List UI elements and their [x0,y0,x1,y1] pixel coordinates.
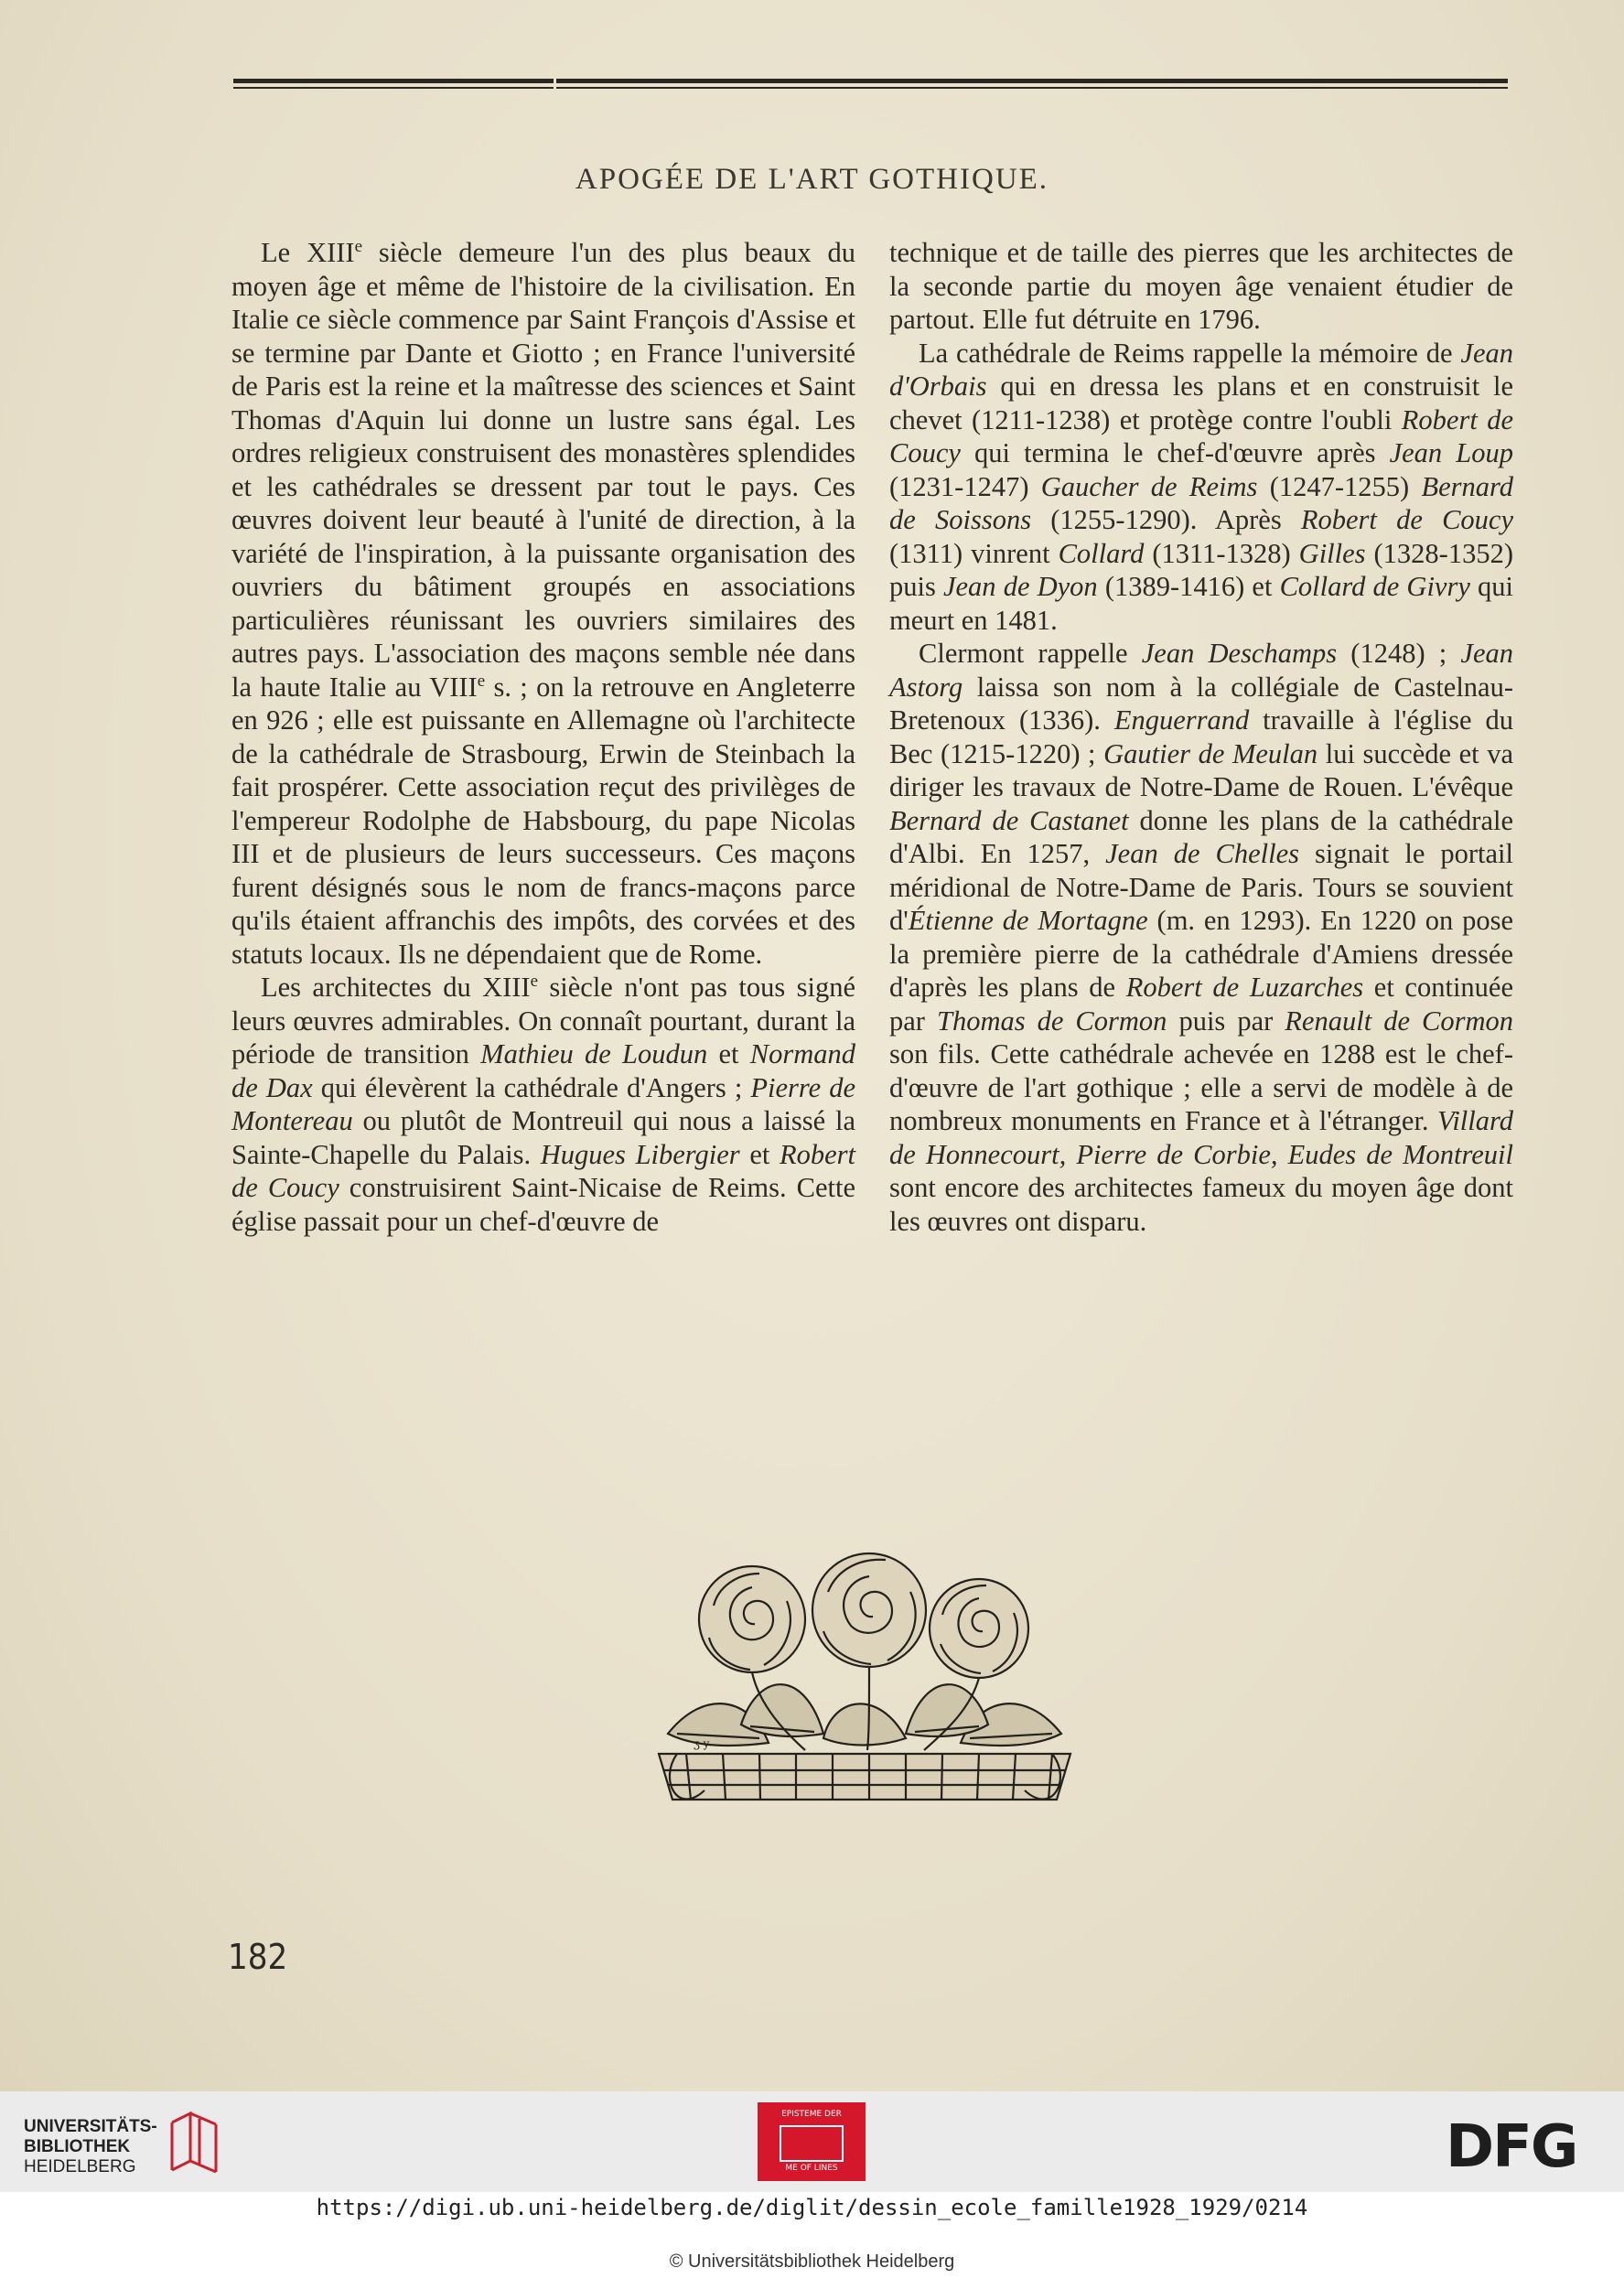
dfg-logo[interactable]: DFG [1446,2113,1577,2181]
library-line-3: HEIDELBERG [24,2157,136,2176]
library-name [24,2117,157,2177]
episteme-logo[interactable] [758,2102,866,2181]
episteme-logo-top-text: EPISTEME DER [781,2110,842,2119]
ub-heidelberg-logo[interactable] [24,2104,234,2177]
episteme-logo-image-icon [780,2125,844,2162]
copyright-notice: © Universitätsbibliothek Heidelberg [669,2251,955,2272]
paragraph: Le XIIIe siècle demeure l'un des plus beaux du moyen âge et même de l'histoire de la civilisation. En Italie ce siècle commence par Saint François d'Assise et se termine par Dante et Giotto ; en France l'université de Paris est la reine et la maîtresse des sciences et Saint Thomas d'Aquin lui donne un lustre sans égal. Les ordres religieux construisent des monastères splendides et les cathédrales se dressent par tout le pays. Ces œuvres doivent leur beauté à l'unité de direction, à la variété de l'inspiration, à la puissante organisation des ouvriers du bâtiment groupés en associations particulières réunissant les ouvriers similaires des autres pays. L'association des maçons semble née dans la haute Italie au VIIIe s. ; on la retrouve en Angleterre en 926 ; elle est puissante en Allemagne où l'architecte de la cathédrale de Strasbourg, Erwin de Steinbach la fait prospérer. Cette association reçut des privilèges de l'empereur Rodolphe de Habsbourg, du pape Nicolas III et de plusieurs de leurs successeurs. Ces maçons furent désignés sous le nom de francs-maçons parce qu'ils étaient affranchis des impôts, des corvées et des statuts locaux. Ils ne dépendaient que de Rome. [231,237,855,970]
ub-heidelberg-logo-mark-icon [163,2104,223,2177]
paragraph: La cathédrale de Reims rappelle la mémoire de Jean d'Orbais qui en dressa les plans et en construisit le chevet (1211-1238) et protège contre l'oubli Robert de Coucy qui termina le chef-d'œuvre après Jean Loup (1231-1247) Gaucher de Reims (1247-1255) Bernard de Soissons (1255-1290). Après Robert de Coucy (1311) vinrent Collard (1311-1328) Gilles (1328-1352) puis Jean de Dyon (1389-1416) et Collard de Givry qui meurt en 1481. [889,337,1514,636]
permalink-url[interactable]: https://digi.ub.uni-heidelberg.de/diglit/dessin_ecole_famille1928_1929/0214 [316,2195,1308,2220]
rose-basket-ornament-icon [650,1551,1080,1843]
page-number: 182 [228,1937,288,1977]
text-column-right [889,236,1513,1238]
library-line-1: UNIVERSITÄTS- [24,2117,157,2136]
paragraph: technique et de taille des pierres que les architectes de la seconde partie du moyen âge venaient étudier de partout. Elle fut détruite en 1796. [889,237,1513,335]
svg-text:ʒ·y: ʒ·y [694,1737,710,1750]
episteme-logo-bottom-text: ME OF LINES [785,2164,838,2173]
library-line-2: BIBLIOTHEK [24,2137,131,2156]
running-head: APOGÉE DE L'ART GOTHIQUE. [575,163,1049,196]
top-rule-ornament [233,79,1508,91]
paragraph: Clermont rappelle Jean Deschamps (1248) ; Jean Astorg laissa son nom à la collégiale de Castelnau-Bretenoux (1336). Enguerrand travaille à l'église du Bec (1215-1220) ; Gautier de Meulan lui succède et va diriger les travaux de Notre-Dame de Rouen. L'évêque Bernard de Castanet donne les plans de la cathédrale d'Albi. En 1257, Jean de Chelles signait le portail méridional de Notre-Dame de Paris. Tours se souvient d'Étienne de Mortagne (m. en 1293). En 1220 on pose la première pierre de la cathédrale d'Amiens dressée d'après les plans de Robert de Luzarches et continuée par Thomas de Cormon puis par Renault de Cormon son fils. Cette cathédrale achevée en 1288 est le chef-d'œuvre de l'art gothique ; elle a servi de modèle à de nombreux monuments en France et à l'étranger. Villard de Honnecourt, Pierre de Corbie, Eudes de Montreuil sont encore des architectes fameux du moyen âge dont les œuvres ont disparu. [889,638,1514,1237]
paragraph: Les architectes du XIIIe siècle n'ont pas tous signé leurs œuvres admirables. On connaît pourtant, durant la période de transition Mathieu de Loudun et Normand de Dax qui élevèrent la cathédrale d'Angers ; Pierre de Montereau ou plutôt de Montreuil qui nous a laissé la Sainte-Chapelle du Palais. Hugues Libergier et Robert de Coucy construisirent Saint-Nicaise de Reims. Cette église passait pour un chef-d'œuvre de [231,972,856,1237]
text-column-left [231,236,855,1238]
